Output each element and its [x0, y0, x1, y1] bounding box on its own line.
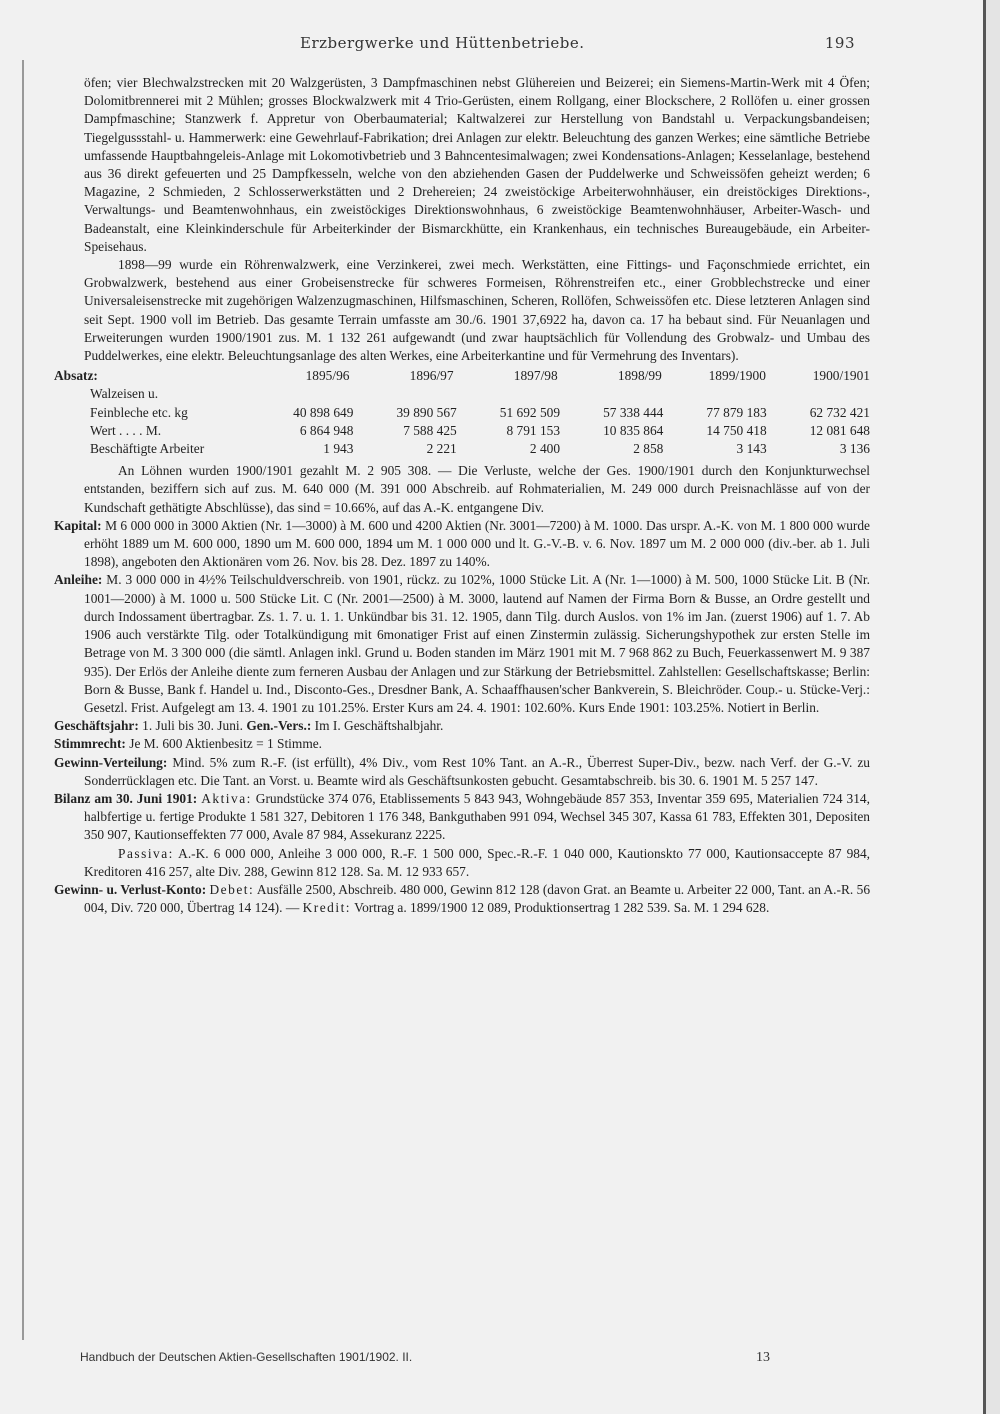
- passiva-text: A.-K. 6 000 000, Anleihe 3 000 000, R.-F. 1 500 000, Spec.-R.-F. 1 040 000, Kautionskto 77 000, Kautionsaccepte 87 984, Kreditoren 416 257, alte Div. 288, Gewinn 812 128. Sa. M. 12 933 657.: [84, 845, 871, 879]
- signature-number: 13: [756, 1350, 770, 1365]
- table-cell: 1 943: [323, 441, 354, 457]
- row-label: Beschäftigte Arbeiter: [90, 441, 205, 457]
- table-cell: 39 890 567: [396, 404, 457, 420]
- kapital-text: M 6 000 000 in 3000 Aktien (Nr. 1—3000) à M. 600 und 4200 Aktien (Nr. 3001—7200) à M. 1000. Das urspr. A.-K. von M. 1 800 000 wurde erhöht 1889 um M. 600 000, 1890 um M. 600 000, 1894 um M. 1 000 000 und lt. G.-V.-B. v. 6. Nov. 1897 um M. 2 000 000 (div.-ber. ab 1. Juli 1898), angeboten den Aktionären vom 26. Nov. bis 28. Dez. 1897 zu 140%.: [84, 517, 870, 570]
- section-bilanz: [54, 790, 870, 845]
- table-cell: 8 791 153: [506, 422, 561, 438]
- table-cell: 51 692 509: [499, 404, 561, 420]
- table-cell: 40 898 649: [293, 404, 354, 420]
- section-guv: [54, 881, 871, 917]
- anleihe-text: M. 3 000 000 in 4½% Teilschuldverschreib. von 1901, rückz. zu 102%, 1000 Stücke Lit. A (Nr. 1—1000) à M. 500, 1000 Stücke Lit. B (Nr. 1001—2000) à M. 1000 u. 500 Stücke Lit. C (Nr. 2001—2500) à M. 3000, lautend auf Namen der Firma Born & Busse, an Ordre gestellt und durch Indossament übertragbar. Zs. 1. 7. u. 1. 1. Unkündbar bis 31. 12. 1905, dann Tilg. durch Auslos. von 1% im Jan. (zuerst 1906) auf 1. 7. Ab 1906 auch verstärkte Tilg. oder Totalkündigung mit 6monatiger Frist auf einen Zinstermin zulässig. Sicherungshypothek zur ersten Stelle im Betrage von M. 3 300 000 (die sämtl. Anlagen inkl. Grund u. Boden standen im März 1901 mit M. 7 968 862 zu Buch, Feuerkassenwert M. 9 387 935). Der Erlös der Anleihe diente zum ferneren Ausbau der Anlagen und zur Stärkung der Betriebsmittel. Zahlstellen: Gesellschaftskasse; Berlin: Born & Busse, Bank f. Handel u. Ind., Disconto-Ges., Dresdner Bank, A. Schaaffhausen'scher Bankverein, S. Bleichröder. Coup.- u. Stücke-Verj.: Gesetzl. Frist. Aufgelegt am 13. 4. 1901 zu 101.25%. Erster Kurs am 24. 4. 1901: 102.60%. Kurs Ende 1901: 103.25%. Notiert in Berlin.: [84, 572, 870, 715]
- gj-label: Geschäftsjahr:: [54, 718, 139, 734]
- section-geschaeftsjahr: [54, 717, 870, 735]
- row-label: Feinbleche etc. kg: [90, 404, 188, 420]
- table-cell: 57 338 444: [603, 404, 664, 420]
- table-cell: 77 879 183: [706, 404, 767, 420]
- running-title: Erzbergwerke und Hüttenbetriebe.: [300, 34, 585, 52]
- table-cell: 7 588 425: [403, 422, 457, 438]
- table-row: [84, 422, 870, 440]
- debet-label: Debet:: [209, 881, 255, 897]
- stimm-label: Stimmrecht:: [54, 736, 126, 752]
- kredit-text: Vortrag a. 1899/1900 12 089, Produktionsertrag 1 282 539. Sa. M. 1 294 628.: [354, 900, 770, 916]
- aktiva-text: Grundstücke 374 076, Etablissements 5 843 943, Wohngebäude 857 353, Inventar 359 695, Materialien 724 314, halbfertige u. fertige Produkte 1 581 327, Debitoren 1 176 348, Bankguthaben 991 094, Wechsel 345 307, Kassa 61 783, Effekten 301, Depositen 350 907, Kautionseffekten 77 000, Avale 87 984, Assekuranz 2225.: [84, 790, 870, 843]
- year-col-4: 1898/99: [617, 368, 662, 384]
- page-number: 193: [824, 34, 855, 52]
- table-cell: 2 221: [426, 441, 457, 457]
- table-cell: 14 750 418: [706, 422, 767, 438]
- table-row: [84, 404, 870, 422]
- table-cell: 6 864 948: [299, 422, 354, 438]
- table-cell: 3 143: [736, 441, 767, 457]
- bilanz-label: Bilanz am 30. Juni 1901:: [54, 790, 198, 806]
- paragraph-wages: An Löhnen wurden 1900/1901 gezahlt M. 2 905 308. — Die Verluste, welche der Ges. 1900/1901 durch den Konjunkturwechsel entstanden, beziffern sich auf zus. M. 640 000 (M. 391 000 Abschreib. auf Rohmaterialien, M. 249 000 durch Preisnachlässe auf von der Kundschaft gethätigte Abschlüsse), das sind = 10.66%, auf das A.-K. entgangene Div.: [84, 463, 870, 515]
- body-text: [54, 74, 871, 917]
- gv-text: Im I. Geschäftshalbjahr.: [314, 718, 444, 734]
- table-cell: 62 732 421: [809, 404, 870, 420]
- year-col-3: 1897/98: [513, 368, 558, 384]
- aktiva-label: Aktiva:: [201, 790, 252, 806]
- year-col-1: 1895/96: [305, 368, 350, 384]
- year-col-6: 1900/1901: [812, 368, 871, 384]
- kapital-label: Kapital:: [54, 517, 102, 533]
- row-label: Walzeisen u.: [90, 386, 159, 402]
- table-cell: 2 858: [633, 441, 664, 457]
- table-header-row: [54, 367, 871, 385]
- guv-label: Gewinn- u. Verlust-Konto:: [54, 881, 207, 897]
- paragraph-plant-description: öfen; vier Blechwalzstrecken mit 20 Walzgerüsten, 3 Dampfmaschinen nebst Glühereien und Beizerei; ein Siemens-Martin-Werk mit 4 Öfen; Dolomitbrennerei mit 2 Mühlen; grosses Blockwalzwerk mit 4 Trio-Gerüsten, einem Rollgang, einer Blockschere, 2 Rollöfen u. einer grossen Dampfmaschine; Stanzwerk f. Appretur von Oberbaumaterial; Kaltwalzerei zur Herstellung von Bandstahl u. Verpackungsbandeisen; Tiegelgussstahl- u. Hammerwerk: eine Gewehrlauf-Fabrikation; drei Anlagen zur elektr. Beleuchtung des ganzen Werkes; eine sämtliche Betriebe umfassende Hauptbahngeleis-Anlage mit Lokomotivbetrieb und 3 Bahncentesimalwagen; zwei Kondensations-Anlagen; Kesselanlage, bestehend aus 36 direkt gefeuerten und 25 Dampfkesseln, welche von den abziehenden Gasen der Puddelwerke und Schweissöfen geheizt werden; 6 Magazine, 2 Schmieden, 2 Schlosserwerkstätten und 2 Drehereien; 24 zweistöckige Arbeiterwohnhäuser, ein dreistöckiges Direktions-, Verwaltungs- und Beamtenwohnhaus, ein zweistöckiges Direktionswohnhaus, 6 zweistöckige Beamtenwohnhäuser, Arbeiter-Wasch- und Badeanstalt, eine Kleinkinderschule für Arbeiterkinder der Bismarckhütte, ein Krankenhaus, ein technisches Bureaugebäude, ein Arbeiter-Speisehaus.: [84, 75, 870, 254]
- section-passiva: [84, 845, 870, 881]
- previous-page-edge: [0, 60, 24, 1340]
- section-kapital: [54, 517, 870, 572]
- section-gewinn-verteilung: [54, 754, 870, 790]
- section-stimmrecht: [54, 735, 870, 753]
- table-cell: 10 835 864: [603, 422, 664, 438]
- table-row: [84, 385, 870, 403]
- right-page-edge: [983, 0, 1000, 1414]
- passiva-label: Passiva:: [118, 845, 174, 861]
- year-col-5: 1899/1900: [708, 368, 766, 384]
- absatz-table: [54, 367, 871, 458]
- footer-source: Handbuch der Deutschen Aktien-Gesellschaften 1901/1902. II.: [80, 1350, 413, 1364]
- kredit-label: Kredit:: [302, 900, 352, 916]
- gv-label: Gen.-Vers.:: [246, 718, 312, 734]
- table-cell: 2 400: [529, 441, 561, 457]
- stimm-text: Je M. 600 Aktienbesitz = 1 Stimme.: [129, 736, 323, 752]
- page-footer: [80, 1350, 770, 1364]
- year-col-2: 1896/97: [409, 368, 454, 384]
- gewinn-label: Gewinn-Verteilung:: [54, 754, 168, 770]
- row-label: Wert . . . . M.: [90, 422, 162, 438]
- section-anleihe: [54, 571, 870, 717]
- paragraph-expansion: 1898—99 wurde ein Röhrenwalzwerk, eine Verzinkerei, zwei mech. Werkstätten, eine Fittings- und Façonschmiede errichtet, ein Grobwalzwerk, bestehend aus einer Grobeisenstrecke für schweres Formeisen, Röhrenstreifen etc., einer Grobblechstrecke und einer Universaleisenstrecke mit zugehörigen Walzenzugmaschinen, Hilfsmaschinen, Scheren, Rollöfen, Schweissöfen etc. Diese letzteren Anlagen sind seit Sept. 1900 voll im Betrieb. Das gesamte Terrain umfasste am 30./6. 1901 37,6922 ha, davon ca. 17 ha bebaut sind. Für Neuanlagen und Erweiterungen wurden 1900/1901 zus. M. 1 132 261 aufgewandt (und zwar hauptsächlich für Vollendung des Grobwalz- und Umbau des Puddelwerkes, eine elektr. Beleuchtungsanlage des alten Werkes, eine Arbeiterkantine und für Vermehrung des Inventars).: [84, 257, 870, 364]
- gewinn-text: Mind. 5% zum R.-F. (ist erfüllt), 4% Div., vom Rest 10% Tant. an A.-R., Überrest Super-Div., bezw. nach Verf. der G.-V. zu Sonderrücklagen etc. Die Tant. an Vorst. u. Beamte wird als Geschäftsunkosten gebucht. Gesamtabschreib. bis 30. 6. 1901 M. 5 257 147.: [84, 754, 870, 788]
- table-row: [84, 440, 870, 458]
- absatz-label: Absatz:: [54, 368, 98, 384]
- anleihe-label: Anleihe:: [54, 572, 103, 588]
- gj-text: 1. Juli bis 30. Juni.: [142, 718, 243, 734]
- debet-text: Ausfälle 2500, Abschreib. 480 000, Gewinn 812 128 (davon Grat. an Beamte u. Arbeiter 22 000, Tant. an A.-R. 56 004, Div. 720 000, Übertrag 14 124). —: [84, 881, 871, 916]
- table-cell: 3 136: [839, 441, 870, 457]
- table-cell: 12 081 648: [809, 422, 870, 438]
